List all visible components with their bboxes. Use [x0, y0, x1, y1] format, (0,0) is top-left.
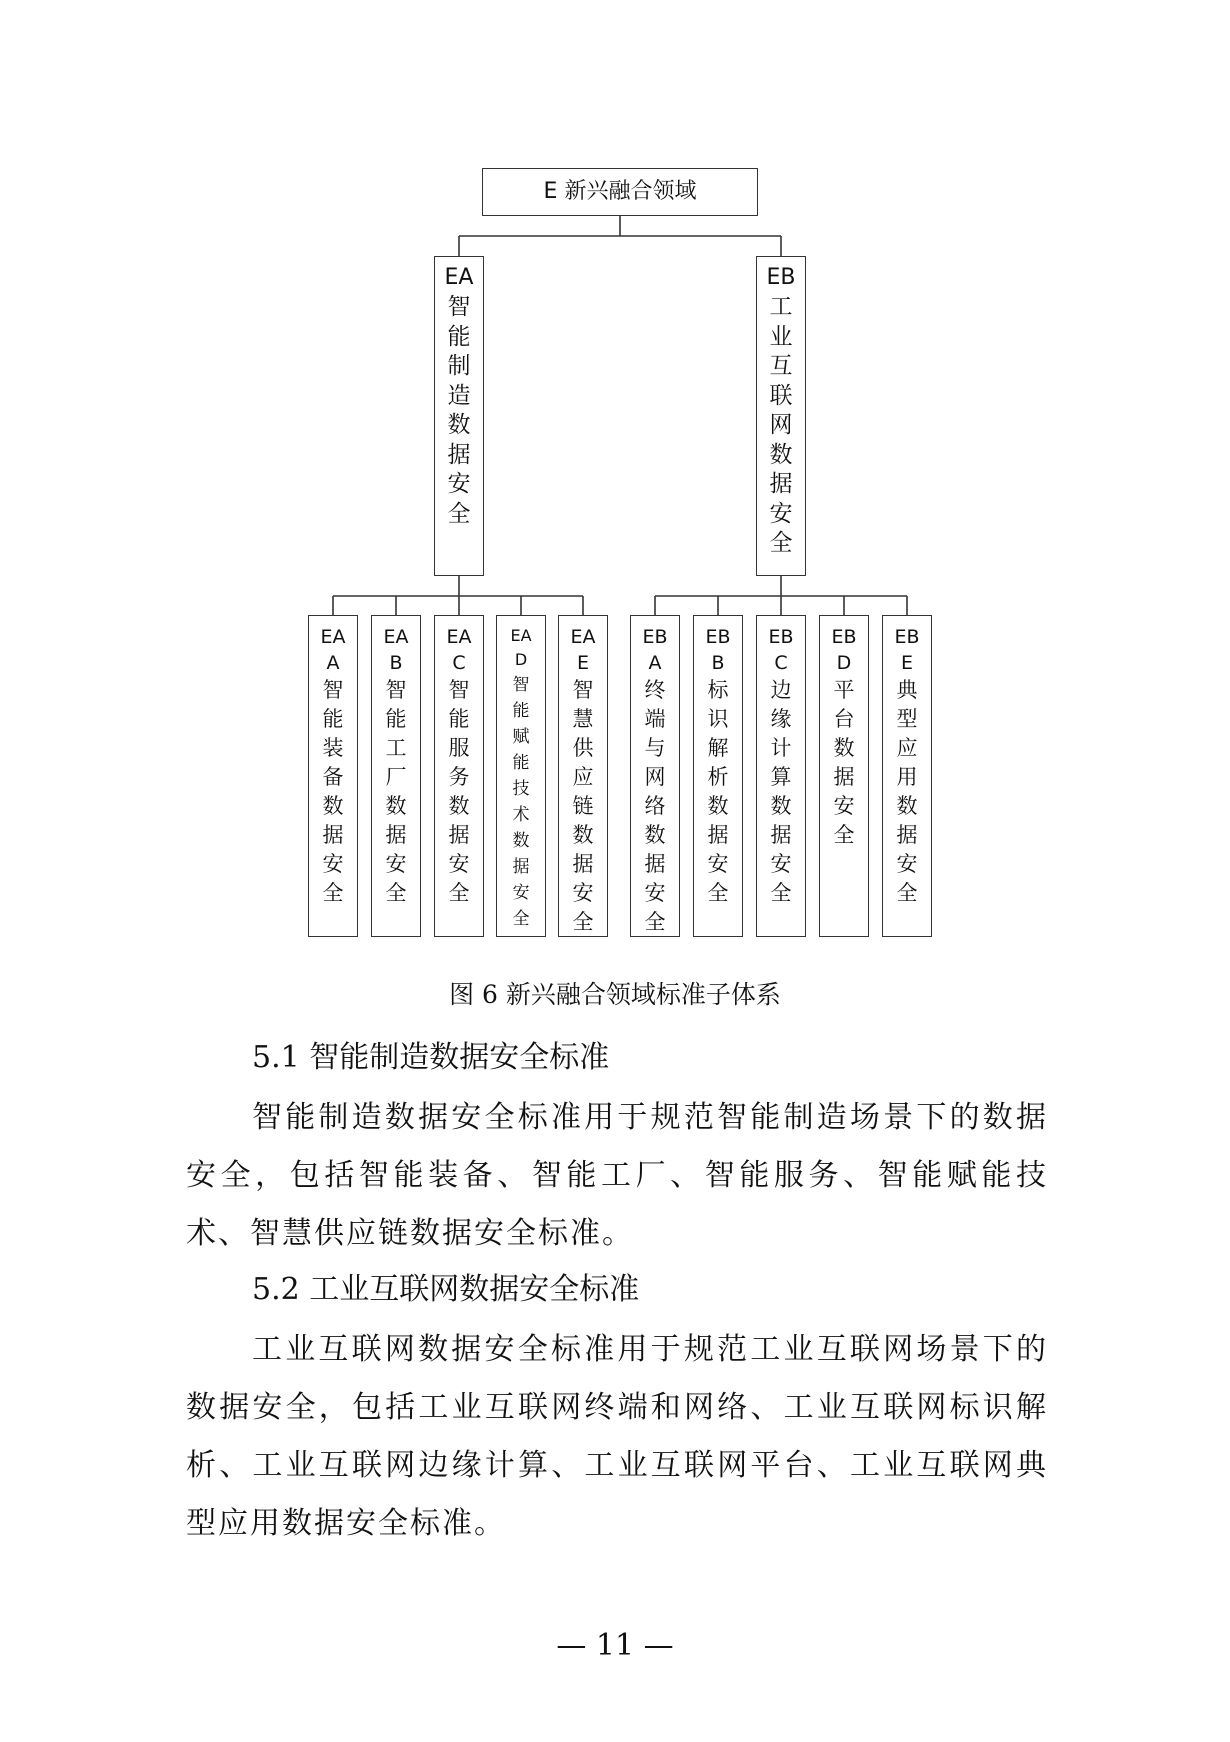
node-label-char: 赋: [512, 727, 530, 747]
node-label-char: 应: [572, 765, 594, 789]
node-label-char: 边: [770, 678, 792, 702]
node-label-char: 慧: [572, 707, 594, 731]
node-label-char: 与: [644, 736, 666, 760]
node-label-char: 台: [833, 707, 855, 731]
node-label: [386, 676, 407, 908]
node-label-char: 安: [448, 852, 470, 876]
node-code-suffix: C: [774, 652, 788, 674]
node-label-char: 全: [770, 881, 792, 905]
node-label-char: 标: [707, 678, 729, 702]
node-label-char: 数: [707, 794, 729, 818]
node-label: [448, 293, 471, 529]
node-label-char: 能: [322, 707, 344, 731]
node-label-char: 数: [644, 823, 666, 847]
node-label-char: 安: [770, 852, 792, 876]
node-label-char: 工: [385, 736, 407, 760]
node-label-char: 智: [448, 678, 470, 702]
node-label-char: 缘: [770, 707, 792, 731]
node-label-char: 能: [512, 701, 530, 721]
node-code: EA: [570, 626, 596, 648]
node-code-suffix: A: [648, 652, 662, 674]
node-label-char: 终: [644, 678, 666, 702]
node-code: EB: [705, 626, 731, 648]
node-label-char: 安: [322, 852, 344, 876]
node-label-char: 用: [896, 765, 918, 789]
section-heading-5-2: 5.2 工业互联网数据安全标准: [252, 1272, 640, 1307]
node-label-char: 技: [512, 779, 530, 799]
node-code-suffix: E: [900, 652, 913, 674]
node-label-char: 联: [769, 382, 793, 409]
node-code: EB: [766, 265, 796, 290]
node-label-char: 安: [896, 852, 918, 876]
node-label-char: 全: [896, 881, 918, 905]
node-label-char: 智: [322, 678, 344, 702]
node-label-char: 数: [322, 794, 344, 818]
node-label-char: 据: [512, 857, 530, 877]
node-label-char: 网: [644, 765, 666, 789]
node-label-char: 据: [572, 852, 594, 876]
node-label-char: 数: [896, 794, 918, 818]
node-label-char: 术: [512, 805, 530, 825]
node-label-char: 据: [644, 852, 666, 876]
node-label: [323, 676, 344, 908]
node-label-char: 安: [769, 500, 793, 527]
section-heading-5-1: 5.1 智能制造数据安全标准: [252, 1040, 610, 1075]
node-label-char: 数: [769, 441, 793, 468]
node-label-char: 安: [385, 852, 407, 876]
node-label-char: 据: [833, 765, 855, 789]
node-code-suffix: D: [836, 652, 852, 674]
node-label-char: 据: [707, 823, 729, 847]
node-label: [897, 676, 918, 908]
node-code-suffix: C: [452, 652, 466, 674]
node-label-char: 平: [833, 678, 855, 702]
node-label-char: 解: [707, 736, 729, 760]
node-label-char: 算: [770, 765, 792, 789]
diagram-node-ead: [496, 615, 546, 937]
node-label-char: 数: [448, 794, 470, 818]
node-label-char: 智: [447, 294, 471, 320]
node-label-char: 端: [644, 707, 666, 731]
node-label: [770, 293, 793, 559]
diagram-node-eab: [371, 615, 421, 937]
node-eb-text: [757, 263, 805, 559]
node-label-char: 安: [572, 881, 594, 905]
node-code: EA: [444, 265, 474, 290]
node-label-char: 全: [322, 881, 344, 905]
node-code-suffix: B: [711, 652, 725, 674]
node-code: EB: [642, 626, 668, 648]
diagram-node-ebb: [693, 615, 743, 937]
node-label-char: 数: [770, 794, 792, 818]
node-label-char: 服: [448, 736, 470, 760]
node-label-char: 据: [385, 823, 407, 847]
node-label-char: 工: [769, 294, 793, 320]
node-label-char: 互: [769, 353, 793, 379]
node-label-char: 能: [447, 323, 471, 350]
node-label-char: 务: [448, 765, 470, 789]
node-label-char: 安: [833, 794, 855, 818]
node-label-char: 数: [512, 831, 530, 851]
diagram-root-node: [482, 168, 758, 216]
node-label-char: 智: [512, 675, 530, 695]
node-label: [645, 676, 666, 937]
node-label: [513, 672, 530, 932]
node-label-char: 全: [512, 909, 530, 929]
node-code: EA: [320, 626, 346, 648]
node-label-char: 识: [707, 707, 729, 731]
node-label-char: 络: [644, 794, 666, 818]
diagram-node-eaa: [308, 615, 358, 937]
diagram-node-ebe: [882, 615, 932, 937]
node-label-char: 全: [385, 881, 407, 905]
node-label: [449, 676, 470, 908]
node-label-char: 供: [572, 736, 594, 760]
node-label-char: 厂: [385, 765, 407, 789]
node-label-char: 造: [447, 382, 471, 409]
node-label-char: 据: [769, 471, 793, 497]
node-label-char: 析: [707, 765, 729, 789]
node-label-char: 据: [322, 823, 344, 847]
node-label: [834, 676, 855, 850]
root-node-label: E 新兴融合领域: [543, 179, 697, 204]
node-code: EB: [831, 626, 857, 648]
node-label-char: 智: [385, 678, 407, 702]
node-label-char: 安: [707, 852, 729, 876]
node-label-char: 应: [896, 736, 918, 760]
node-label-char: 数: [572, 823, 594, 847]
node-label-char: 典: [896, 678, 918, 702]
node-label-char: 数: [833, 736, 855, 760]
node-code: EA: [446, 626, 472, 648]
diagram-node-ea: [434, 256, 484, 576]
node-label-char: 全: [707, 881, 729, 905]
node-label-char: 全: [572, 910, 594, 934]
node-code: EB: [894, 626, 920, 648]
diagram-node-ebd: [819, 615, 869, 937]
node-code: EA: [510, 626, 532, 645]
node-label-char: 计: [770, 736, 792, 760]
node-label-char: 数: [447, 412, 471, 438]
node-code-suffix: D: [514, 650, 528, 669]
node-label: [771, 676, 792, 908]
node-label-char: 全: [644, 910, 666, 934]
node-code: EB: [768, 626, 794, 648]
node-label-char: 据: [447, 441, 471, 468]
node-label-char: 制: [447, 353, 471, 379]
page-number: — 11 —: [556, 1628, 674, 1663]
node-label-char: 据: [896, 823, 918, 847]
node-label-char: 型: [896, 707, 918, 731]
diagram-node-eae: [558, 615, 608, 937]
node-label-char: 全: [833, 823, 855, 847]
node-label-char: 链: [572, 794, 594, 818]
node-label-char: 全: [769, 530, 793, 556]
node-label: [573, 676, 594, 937]
node-label-char: 网: [769, 412, 793, 438]
node-label-char: 全: [447, 500, 471, 527]
node-label-char: 智: [572, 678, 594, 702]
node-label-char: 装: [322, 736, 344, 760]
node-label-char: 全: [448, 881, 470, 905]
node-label-char: 据: [448, 823, 470, 847]
diagram-node-eba: [630, 615, 680, 937]
node-label: [708, 676, 729, 908]
diagram-node-eac: [434, 615, 484, 937]
node-label-char: 数: [385, 794, 407, 818]
node-code-suffix: A: [326, 652, 340, 674]
node-label-char: 能: [448, 707, 470, 731]
node-label-char: 能: [385, 707, 407, 731]
node-label-char: 据: [770, 823, 792, 847]
node-ea-text: [435, 263, 483, 529]
node-label-char: 安: [512, 883, 530, 903]
node-code: EA: [383, 626, 409, 648]
section-body-5-1: 智能制造数据安全标准用于规范智能制造场景下的数据安全，包括智能装备、智能工厂、智能服务、智能赋能技术、智慧供应链数据安全标准。: [186, 1100, 1048, 1251]
section-body-5-2: 工业互联网数据安全标准用于规范工业互联网场景下的数据安全，包括工业互联网终端和网络、工业互联网标识解析、工业互联网边缘计算、工业互联网平台、工业互联网典型应用数据安全标准。: [186, 1332, 1048, 1541]
node-label-char: 安: [644, 881, 666, 905]
figure-caption: 图 6 新兴融合领域标准子体系: [449, 980, 781, 1009]
node-label-char: 能: [512, 753, 530, 773]
diagram-node-ebc: [756, 615, 806, 937]
diagram-node-eb: [756, 256, 806, 576]
node-code-suffix: B: [389, 652, 403, 674]
node-label-char: 业: [769, 323, 793, 350]
node-label-char: 安: [447, 471, 471, 497]
node-label-char: 备: [322, 765, 344, 789]
node-code-suffix: E: [576, 652, 589, 674]
